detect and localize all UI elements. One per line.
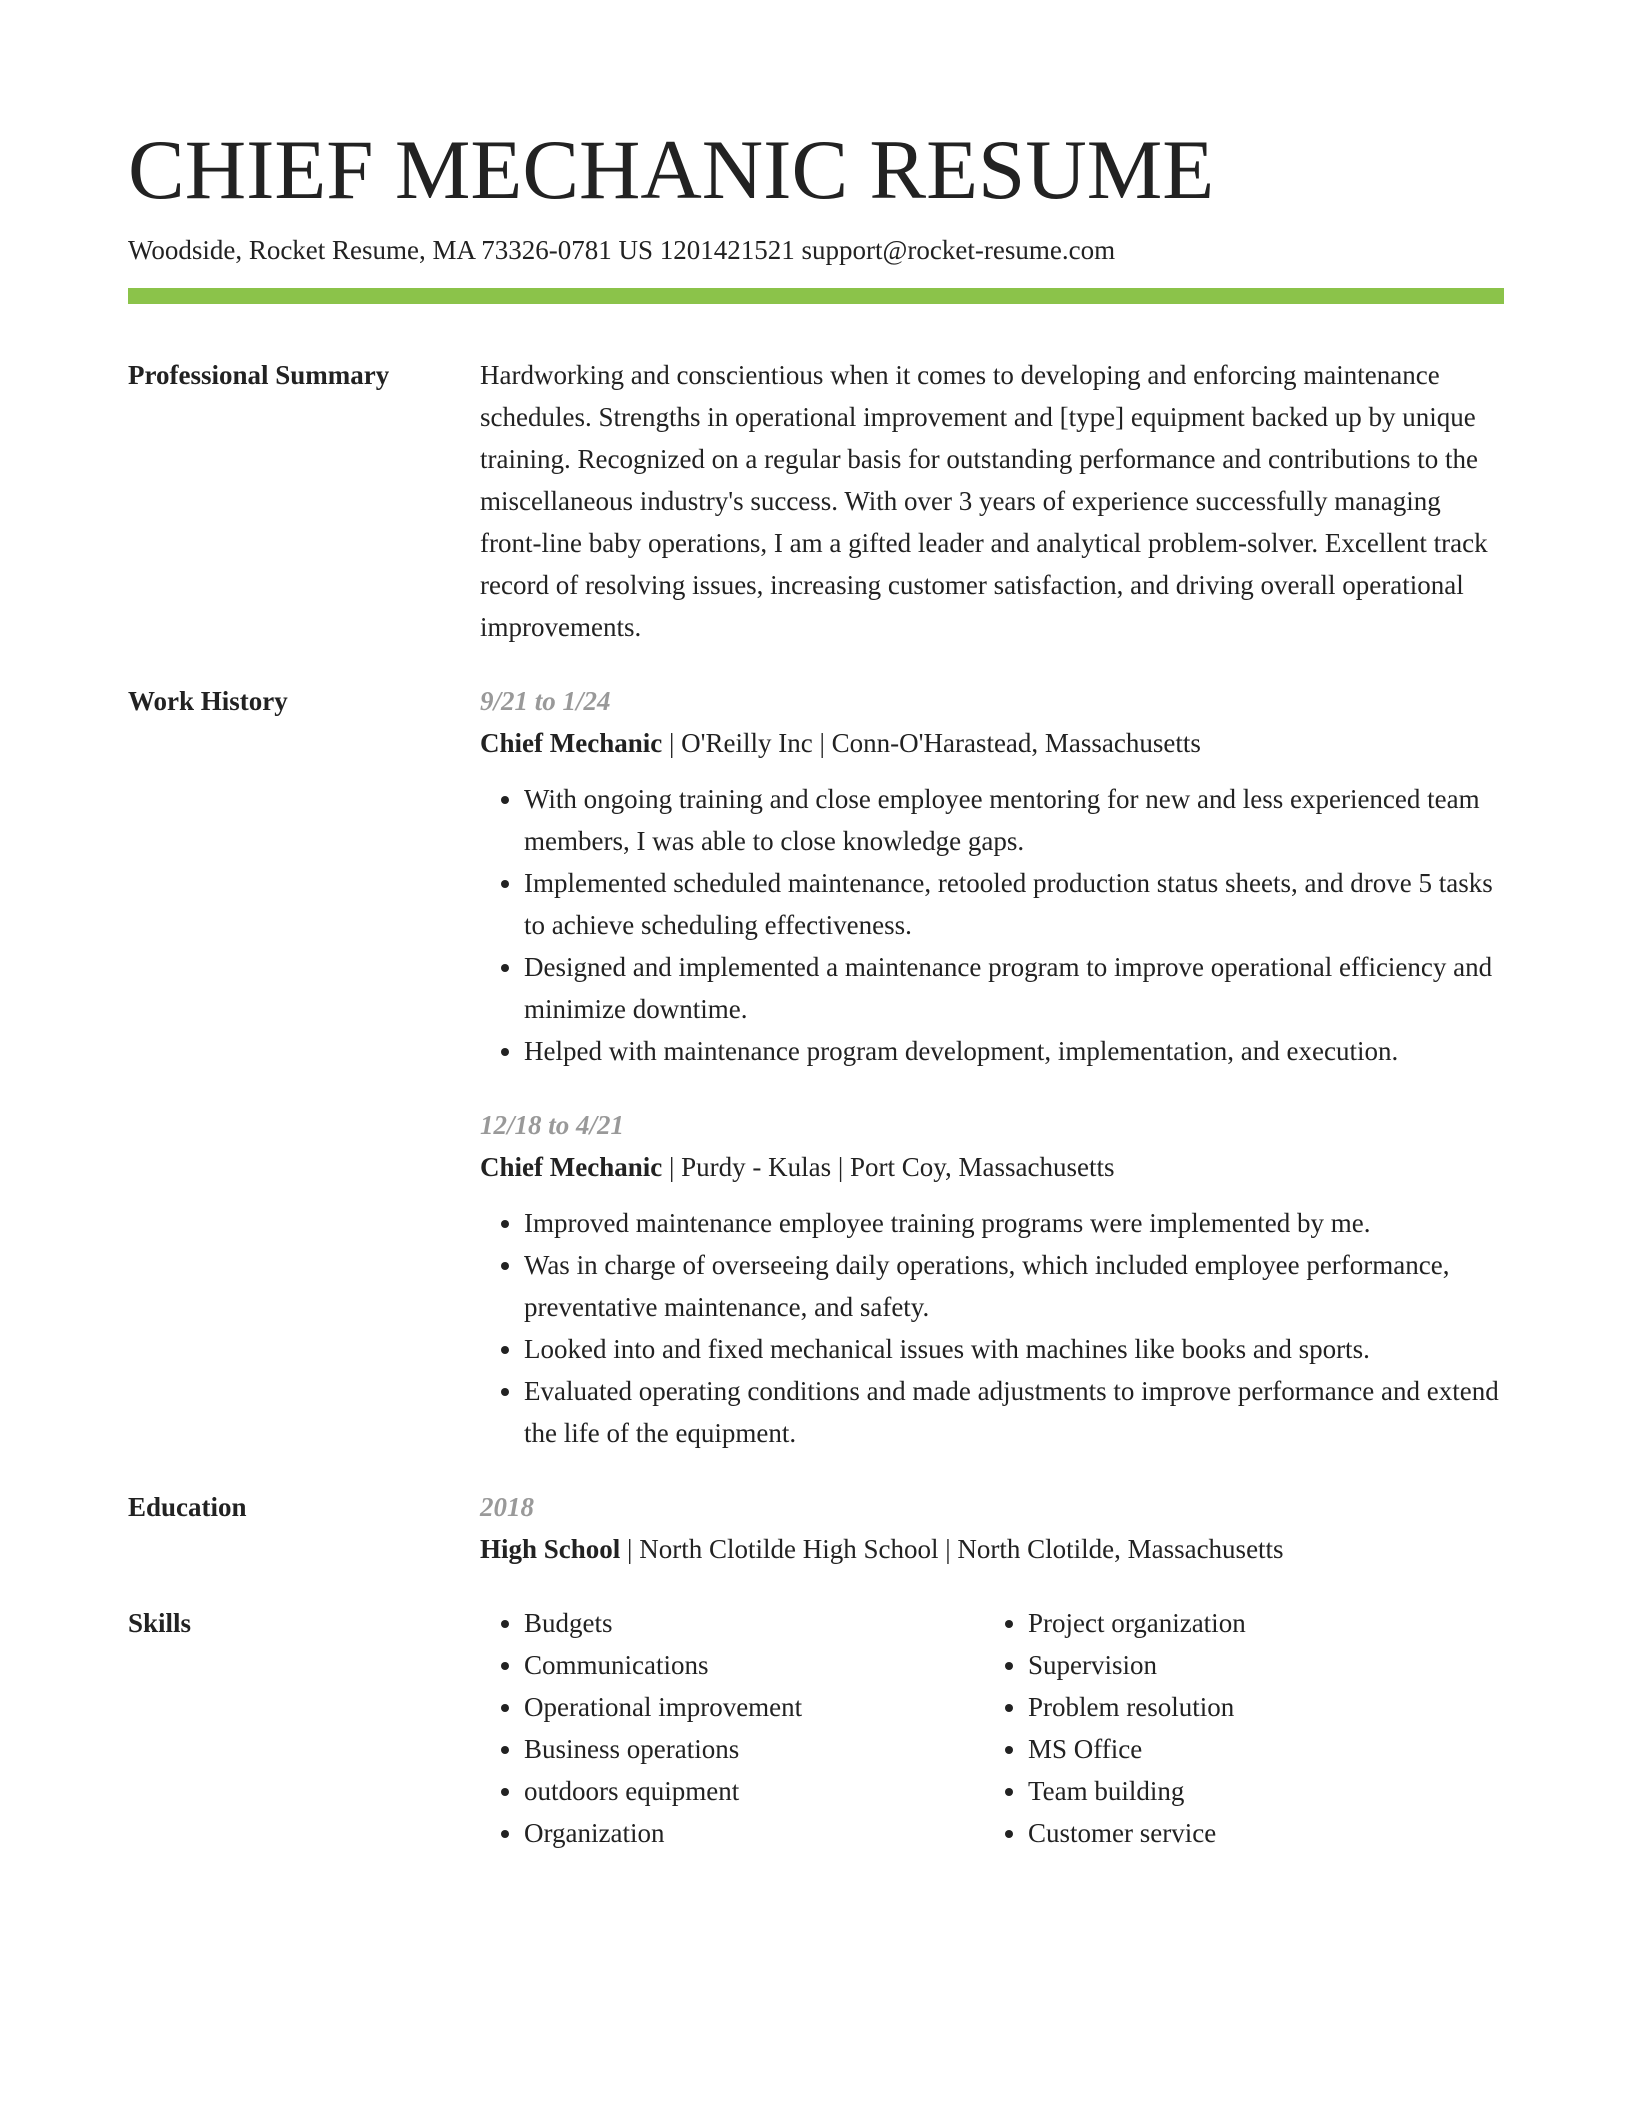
list-item: • Project organization [1028,1602,1488,1644]
job-heading [480,722,1504,764]
list-item: • Operational improvement [524,1686,984,1728]
job-dates: 9/21 to 1/24 [480,686,611,716]
list-item: • Business operations [524,1728,984,1770]
contact-line: Woodside, Rocket Resume, MA 73326-0781 US 1201421521 support@rocket-resume.com [128,235,1116,265]
list-item: • Was in charge of overseeing daily operations, which included employee performance, preventative maintenance, and safety. [524,1244,1504,1328]
list-item: • Problem resolution [1028,1686,1488,1728]
education-year: 2018 [480,1492,534,1522]
list-item: • Implemented scheduled maintenance, retooled production status sheets, and drove 5 tasks to achieve scheduling effectiveness. [524,862,1504,946]
list-item: • Communications [524,1644,984,1686]
list-item: • Supervision [1028,1644,1488,1686]
skills-content [480,1602,1504,1854]
skills-column-left [480,1602,984,1854]
job-entry [480,680,1504,1072]
education-content [480,1486,1504,1570]
summary-section [128,354,1504,648]
education-label: Education [128,1492,247,1522]
summary-text: Hardworking and conscientious when it comes to developing and enforcing maintenance schedules. Strengths in operational improvement and [type] equipment backed up by unique training. Recognized on a regular basis for outstanding performance and contributions to the miscellaneous industry's success. With over 3 years of experience successfully managing front-line baby operations, I am a gifted leader and analytical problem-solver. Excellent track record of resolving issues, increasing customer satisfaction, and driving overall operational improvements. [480,360,1488,642]
job-title: Chief Mechanic [480,1152,663,1182]
list-item: • Looked into and fixed mechanical issues with machines like books and sports. [524,1328,1504,1370]
list-item: • Budgets [524,1602,984,1644]
job-details: | Purdy - Kulas | Port Coy, Massachusetts [662,1152,1115,1182]
job-dates: 12/18 to 4/21 [480,1110,625,1140]
list-item: • Customer service [1028,1812,1488,1854]
summary-label: Professional Summary [128,360,390,390]
list-item: • Organization [524,1812,984,1854]
education-heading [480,1528,1504,1570]
list-item: • Evaluated operating conditions and made adjustments to improve performance and extend the life of the equipment. [524,1370,1504,1454]
resume-title: CHIEF MECHANIC RESUME [128,123,1215,217]
job-entry [480,1104,1504,1454]
work-history-section [128,680,1504,1454]
list-item: • outdoors equipment [524,1770,984,1812]
list-item: • Designed and implemented a maintenance program to improve operational efficiency and minimize downtime. [524,946,1504,1030]
work-history-label: Work History [128,686,288,716]
skills-section [128,1602,1504,1854]
list-item: • With ongoing training and close employee mentoring for new and less experienced team members, I was able to close knowledge gaps. [524,778,1504,862]
skills-label: Skills [128,1608,192,1638]
resume-page [128,120,1504,1854]
list-item: • Team building [1028,1770,1488,1812]
job-title: Chief Mechanic [480,728,663,758]
education-section [128,1486,1504,1570]
job-bullets [480,778,1504,1072]
accent-divider [128,288,1504,304]
skills-column-right [984,1602,1488,1854]
job-heading [480,1146,1504,1188]
list-item: • Helped with maintenance program development, implementation, and execution. [524,1030,1504,1072]
job-bullets [480,1202,1504,1454]
work-history-content [480,680,1504,1454]
education-details: | North Clotilde High School | North Clotilde, Massachusetts [620,1534,1284,1564]
list-item: • MS Office [1028,1728,1488,1770]
job-details: | O'Reilly Inc | Conn-O'Harastead, Massachusetts [662,728,1201,758]
list-item: • Improved maintenance employee training programs were implemented by me. [524,1202,1504,1244]
education-degree: High School [480,1534,621,1564]
